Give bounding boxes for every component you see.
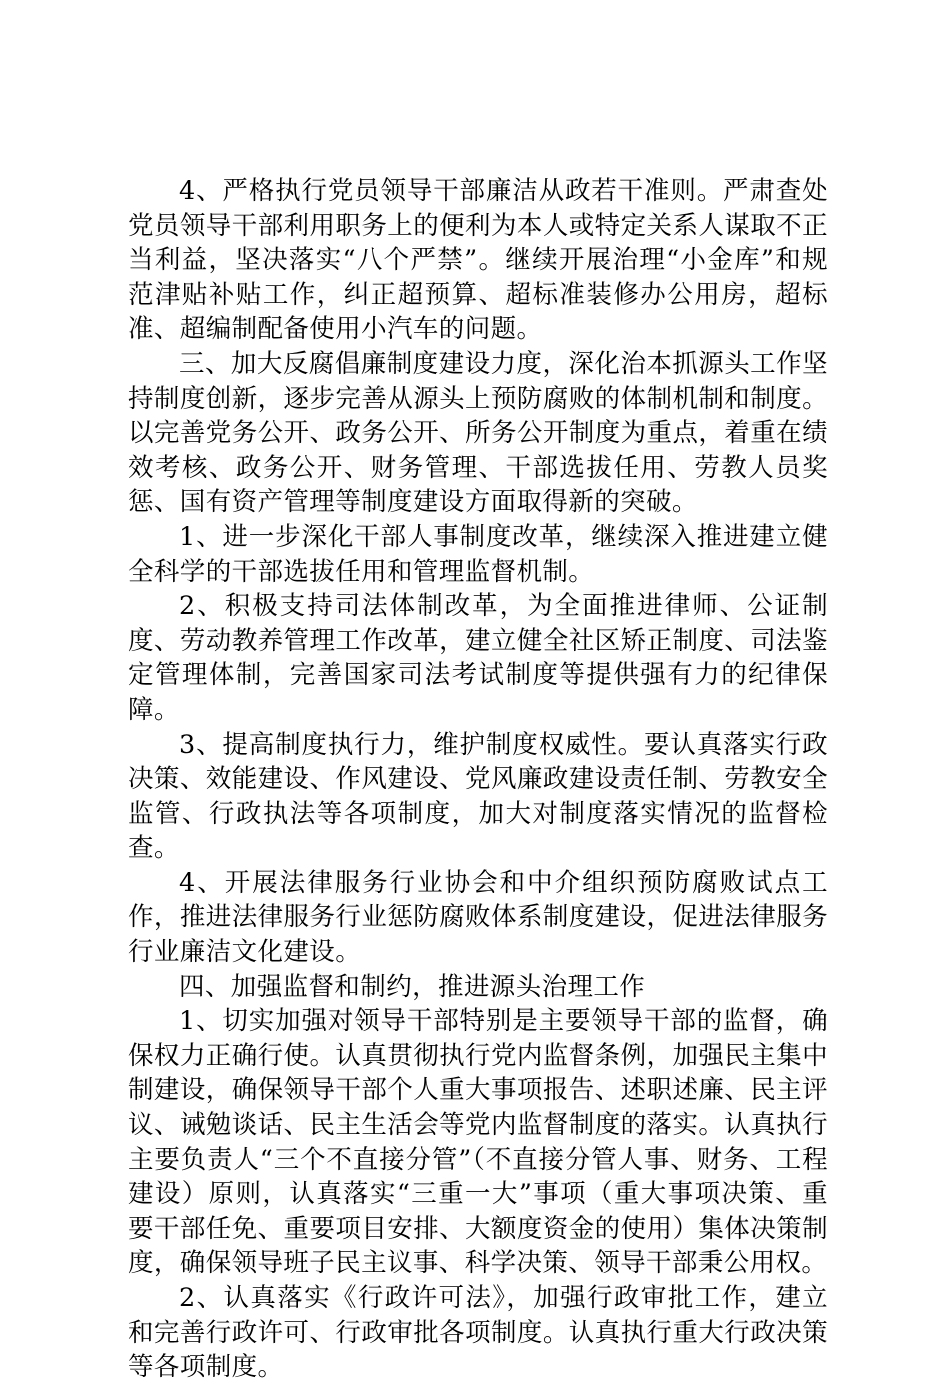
paragraph-1: 4、严格执行党员领导干部廉洁从政若干准则。严肃查处党员领导干部利用职务上的便利为本人或特定关系人谋取不正当利益，坚决落实“八个严禁”。继续开展治理“小金库”和规范津贴补贴工作，纠正超预算、超标准装修办公用房，超标准、超编制配备使用小汽车的问题。	[128, 176, 828, 345]
paragraph-4: 2、积极支持司法体制改革，为全面推进律师、公证制度、劳动教养管理工作改革，建立健全社区矫正制度、司法鉴定管理体制，完善国家司法考试制度等提供强有力的纪律保障。	[128, 591, 828, 725]
paragraph-3: 1、进一步深化干部人事制度改革，继续深入推进建立健全科学的干部选拔任用和管理监督机制。	[128, 521, 828, 587]
paragraph-8: 1、切实加强对领导干部特别是主要领导干部的监督，确保权力正确行使。认真贯彻执行党内监督条例，加强民主集中制建设，确保领导干部个人重大事项报告、述职述廉、民主评议、诫勉谈话、民主生活会等党内监督制度的落实。认真执行主要负责人“三个不直接分管”（不直接分管人事、财务、工程建设）原则，认真落实“三重一大”事项（重大事项决策、重要干部任免、重要项目安排、大额度资金的使用）集体决策制度，确保领导班子民主议事、科学决策、领导干部秉公用权。	[128, 1006, 828, 1279]
paragraph-9: 2、认真落实《行政许可法》，加强行政审批工作，建立和完善行政许可、行政审批各项制度。认真执行重大行政决策等各项制度。	[128, 1283, 828, 1383]
paragraph-6: 4、开展法律服务行业协会和中介组织预防腐败试点工作，推进法律服务行业惩防腐败体系制度建设，促进法律服务行业廉洁文化建设。	[128, 867, 828, 968]
section-heading: 四、加强监督和制约，推进源头治理工作	[179, 971, 646, 1002]
paragraph-5: 3、提高制度执行力，维护制度权威性。要认真落实行政决策、效能建设、作风建设、党风廉政建设责任制、劳教安全监管、行政执法等各项制度，加大对制度落实情况的监督检查。	[128, 729, 828, 864]
paragraph-2: 三、加大反腐倡廉制度建设力度，深化治本抓源头工作坚持制度创新，逐步完善从源头上预防腐败的体制机制和制度。以完善党务公开、政务公开、所务公开制度为重点，着重在绩效考核、政务公开、财务管理、干部选拔任用、劳教人员奖惩、国有资产管理等制度建设方面取得新的突破。	[128, 348, 828, 518]
document-body	[128, 174, 828, 1385]
